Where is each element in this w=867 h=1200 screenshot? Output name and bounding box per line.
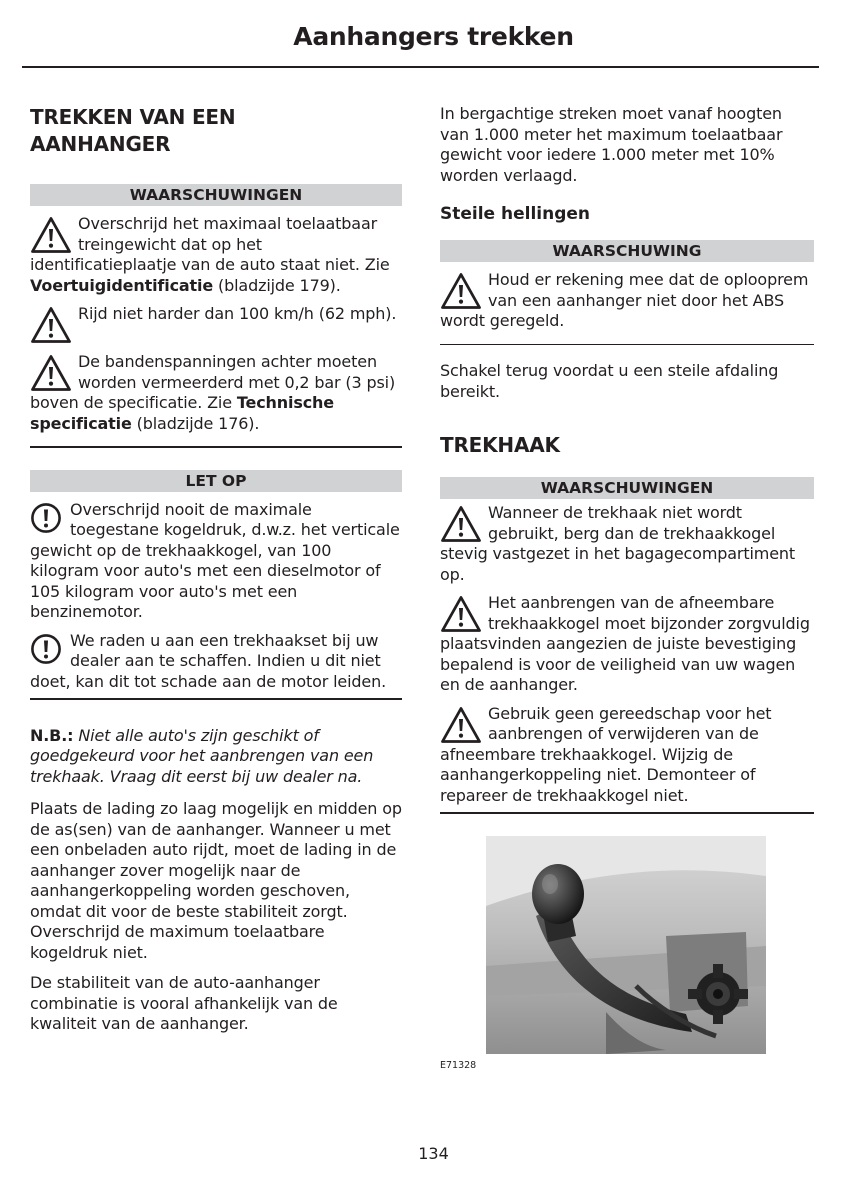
warning-triangle-icon xyxy=(30,354,72,392)
left-column xyxy=(30,104,402,1035)
warning-item: Rijd niet harder dan 100 km/h (62 mph). xyxy=(30,304,402,344)
warning-triangle-icon xyxy=(30,216,72,254)
caution-circle-icon xyxy=(30,502,62,534)
warning-item: Het aanbrengen van de afneembare trekhaakkogel moet bijzonder zorgvuldig plaatsvinden aangezien de juiste bevestiging bepalend is voor de veiligheid van uw wagen en de aanhanger. xyxy=(440,593,810,694)
warning-triangle-icon xyxy=(440,595,482,633)
right-column xyxy=(440,104,814,814)
steep-slopes-heading: Steile hellingen xyxy=(440,204,591,224)
warning-item: Gebruik geen gereedschap voor het aanbrengen of verwijderen van de afneembare trekhaakkogel. Wijzig de aanhangerkoppeling niet. Demonteer of repareer de trekhaakkogel niet. xyxy=(440,703,772,805)
towbar-warnings-bar: WAARSCHUWINGEN xyxy=(440,477,814,499)
warning-item: Overschrijd het maximaal toelaatbaar treingewicht dat op het identificatieplaatje van de auto staat niet. Zie Voertuigidentificatie (bladzijde 179). xyxy=(30,214,390,295)
warning-triangle-icon xyxy=(30,306,72,344)
towbar-heading: TREKHAAK xyxy=(440,433,560,457)
mountain-paragraph: In bergachtige streken moet vanaf hoogten van 1.000 meter het maximum toelaatbaar gewicht voor iedere 1.000 meter met 10% worden verlaagd. xyxy=(440,104,783,185)
section-heading-towing xyxy=(30,104,402,158)
image-code: E71328 xyxy=(440,1060,477,1071)
page-number: 134 xyxy=(418,1144,449,1163)
shift-down-paragraph: Schakel terug voordat u een steile afdaling bereikt. xyxy=(440,361,779,401)
warning-triangle-icon xyxy=(440,272,482,310)
section-heading-line-2: AANHANGER xyxy=(30,132,171,156)
warnings-bar: WAARSCHUWINGEN xyxy=(30,184,402,206)
towbar-photo xyxy=(486,836,766,1054)
caution-item: We raden u aan een trekhaakset bij uw dealer aan te schaffen. Indien u dit niet doet, kan dit tot schade aan de motor leiden. xyxy=(30,630,387,691)
section-heading-line-1: TREKKEN VAN EEN xyxy=(30,105,236,129)
warning-triangle-icon xyxy=(440,505,482,543)
warning-item: Houd er rekening mee dat de oplooprem van een aanhanger niet door het ABS wordt geregeld. xyxy=(440,270,809,330)
towbar-warnings-bottom-rule xyxy=(440,812,814,814)
caution-circle-icon xyxy=(30,633,62,665)
caution-bar: LET OP xyxy=(30,470,402,492)
warning-triangle-icon xyxy=(440,706,482,744)
note-paragraph: N.B.: Niet alle auto's zijn geschikt of goedgekeurd voor het aanbrengen van een trekhaak. Vraag dit eerst bij uw dealer na. xyxy=(30,725,374,786)
caution-item: Overschrijd nooit de maximale toegestane kogeldruk, d.w.z. het verticale gewicht op de trekhaakkogel, van 100 kilogram voor auto's met een dieselmotor of 105 kilogram voor auto's met een benzinemotor. xyxy=(30,499,400,621)
body-paragraph: Plaats de lading zo laag mogelijk en midden op de as(sen) van de aanhanger. Wanneer u met een onbeladen auto rijdt, moet de lading in de aanhanger zover mogelijk naar de aanhangerkoppeling worden geschoven, omdat dit voor de beste stabiliteit zorgt. Overschrijd de maximum toelaatbare kogeldruk niet. xyxy=(30,799,402,962)
warning-item: Wanneer de trekhaak niet wordt gebruikt, berg dan de trekhaakkogel stevig vastgezet in het bagagecompartiment op. xyxy=(440,503,796,584)
page-header-title: Aanhangers trekken xyxy=(293,22,574,51)
body-paragraph: De stabiliteit van de auto-aanhanger combinatie is vooral afhankelijk van de kwaliteit van de aanhanger. xyxy=(30,973,338,1033)
steep-warning-bar: WAARSCHUWING xyxy=(440,240,814,262)
warning-item: De bandenspanningen achter moeten worden vermeerderd met 0,2 bar (3 psi) boven de specificatie. Zie Technische specificatie (bladzijde 176). xyxy=(30,352,396,433)
header-rule xyxy=(22,66,819,68)
